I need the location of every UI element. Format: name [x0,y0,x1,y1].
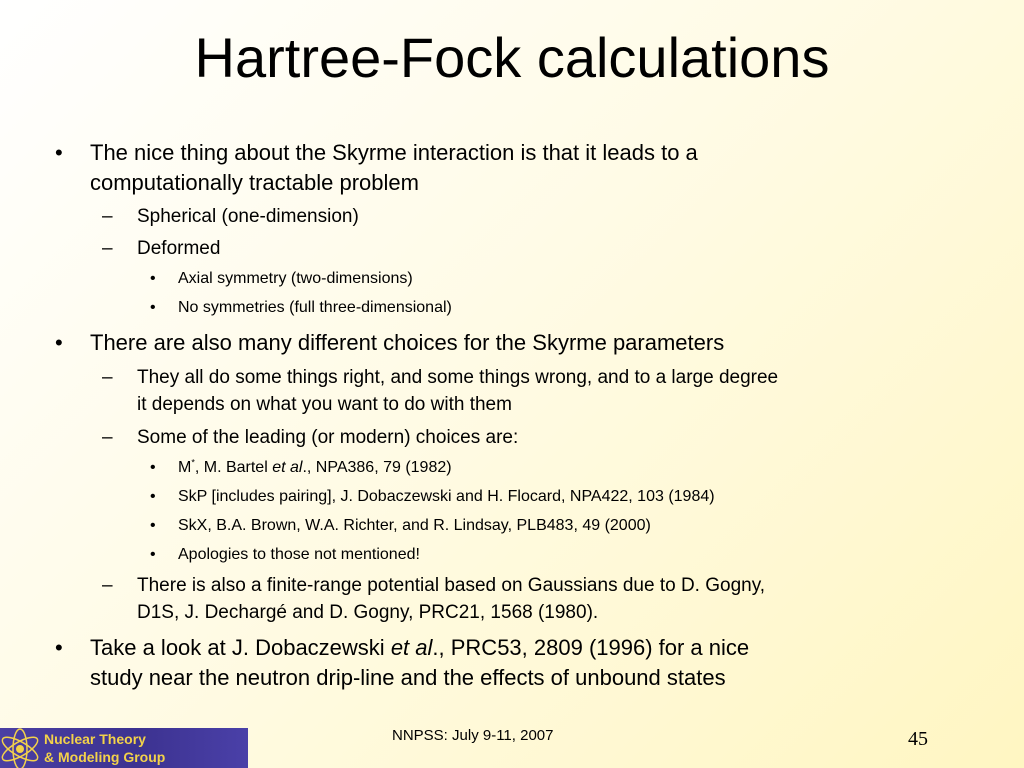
bullet-text: There are also many different choices for the Skyrme parameters [90,330,725,355]
bullet-marker: • [150,488,156,505]
dash-marker: – [102,427,113,448]
bullet-marker: • [150,459,156,476]
footer-text: NNPSS: July 9-11, 2007 [392,727,554,744]
bullet-text: The nice thing about the Skyrme interaction is that it leads to a [90,140,698,165]
sub-bullet-text: They all do some things right, and some things wrong, and to a large degree [137,367,779,388]
nuclear-theory-logo [0,728,248,768]
bullet-marker: • [55,330,63,355]
sub-bullet-text-continuation: it depends on what you want to do with them [137,394,512,415]
logo-text: Nuclear Theory & Modeling Group [44,731,166,765]
dash-marker: – [102,206,113,227]
sub-sub-bullet-text: SkP [includes pairing], J. Dobaczewski and H. Flocard, NPA422, 103 (1984) [178,488,715,505]
sub-sub-bullet-text: SkX, B.A. Brown, W.A. Richter, and R. Lindsay, PLB483, 49 (2000) [178,517,651,534]
bullet-marker: • [150,517,156,534]
sub-bullet-text: Some of the leading (or modern) choices are: [137,427,519,448]
sub-sub-bullet-text: M*, M. Bartel et al., NPA386, 79 (1982) [178,457,452,476]
sub-sub-bullet-text: Apologies to those not mentioned! [178,546,420,563]
sub-bullet-text: Spherical (one-dimension) [137,206,359,227]
bullet-marker: • [150,299,156,316]
dash-marker: – [102,367,113,388]
bullet-text-continuation: study near the neutron drip-line and the effects of unbound states [90,665,726,690]
bullet-marker: • [55,140,63,165]
bullet-text-continuation: computationally tractable problem [90,170,419,195]
sub-bullet-text: Deformed [137,238,221,259]
bullet-marker: • [150,546,156,563]
sub-sub-bullet-text: Axial symmetry (two-dimensions) [178,270,413,287]
sub-sub-bullet-text: No symmetries (full three-dimensional) [178,299,452,316]
dash-marker: – [102,238,113,259]
bullet-marker: • [150,270,156,287]
bullet-text: Take a look at J. Dobaczewski et al., PRC53, 2809 (1996) for a nice [90,635,750,660]
bullet-marker: • [55,635,63,660]
slide-title: Hartree-Fock calculations [194,26,830,89]
dash-marker: – [102,575,113,596]
page-number: 45 [908,728,928,750]
sub-bullet-text-continuation: D1S, J. Dechargé and D. Gogny, PRC21, 1568 (1980). [137,602,599,623]
sub-bullet-text: There is also a finite-range potential based on Gaussians due to D. Gogny, [137,575,766,596]
